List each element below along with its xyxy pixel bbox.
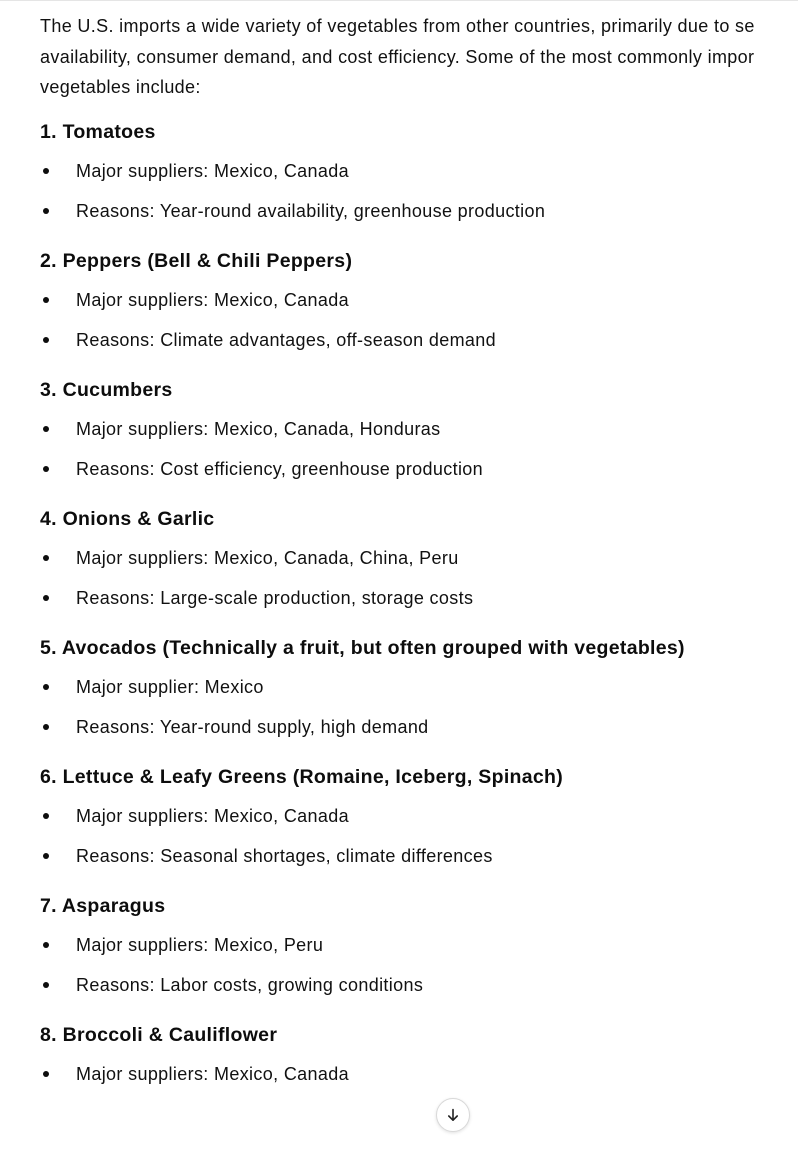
- list-item-text: Major supplier: Mexico: [76, 676, 264, 697]
- list-item: [40, 1054, 798, 1095]
- bullet-list: [40, 796, 798, 877]
- list-item: [40, 796, 798, 837]
- list-item-text: Major suppliers: Mexico, Canada: [76, 1063, 349, 1084]
- bullet-dot: [43, 466, 49, 472]
- list-item-text: Reasons: Year-round availability, greenhouse production: [76, 201, 546, 221]
- bullet-list: [40, 280, 798, 361]
- bullet-list: [40, 151, 798, 232]
- list-item-text: Major suppliers: Mexico, Canada, China, Peru: [76, 547, 459, 568]
- intro-line-1: The U.S. imports a wide variety of vegetables from other countries, primarily due to se: [40, 16, 755, 36]
- list-item: [40, 449, 798, 490]
- section-avocados: [40, 633, 798, 748]
- list-item: [40, 280, 798, 321]
- list-item: [40, 538, 798, 579]
- bullet-dot: [43, 853, 49, 859]
- section-heading: 2. Peppers (Bell & Chili Peppers): [40, 249, 353, 272]
- message-content: [40, 11, 798, 1094]
- list-item: [40, 836, 798, 877]
- bullet-list: [40, 409, 798, 490]
- section-heading: 8. Broccoli & Cauliflower: [40, 1023, 278, 1046]
- bullet-dot: [43, 208, 49, 214]
- bullet-dot: [43, 297, 49, 303]
- section-heading: 3. Cucumbers: [40, 378, 173, 401]
- bullet-dot: [43, 337, 49, 343]
- section-lettuce-greens: [40, 762, 798, 877]
- bullet-list: [40, 538, 798, 619]
- bullet-dot: [43, 982, 49, 988]
- section-heading: 1. Tomatoes: [40, 120, 156, 143]
- list-item: [40, 578, 798, 619]
- arrow-down-icon: [445, 1107, 461, 1123]
- intro-line-3: vegetables include:: [40, 77, 201, 97]
- list-item: [40, 707, 798, 748]
- intro-line-2: availability, consumer demand, and cost efficiency. Some of the most commonly impor: [40, 46, 755, 67]
- list-item: [40, 191, 798, 232]
- list-item: [40, 151, 798, 192]
- bullet-dot: [43, 813, 49, 819]
- section-heading: 5. Avocados (Technically a fruit, but often grouped with vegetables): [40, 636, 685, 659]
- bullet-dot: [43, 1071, 49, 1077]
- list-item: [40, 965, 798, 1006]
- bullet-dot: [43, 724, 49, 730]
- list-item-text: Reasons: Year-round supply, high demand: [76, 717, 429, 737]
- section-tomatoes: [40, 117, 798, 232]
- section-heading: 4. Onions & Garlic: [40, 507, 215, 530]
- list-item-text: Reasons: Cost efficiency, greenhouse production: [76, 459, 484, 479]
- list-item-text: Major suppliers: Mexico, Canada: [76, 805, 349, 826]
- section-onions-garlic: [40, 504, 798, 619]
- section-broccoli-cauliflower: [40, 1020, 798, 1095]
- list-item-text: Reasons: Climate advantages, off-season demand: [76, 330, 497, 350]
- list-item: [40, 409, 798, 450]
- section-heading: 7. Asparagus: [40, 894, 166, 917]
- bullet-dot: [43, 426, 49, 432]
- list-item-text: Major suppliers: Mexico, Canada: [76, 289, 349, 310]
- section-asparagus: [40, 891, 798, 1006]
- bullet-dot: [43, 595, 49, 601]
- bullet-dot: [43, 684, 49, 690]
- list-item: [40, 667, 798, 708]
- list-item-text: Major suppliers: Mexico, Canada, Honduras: [76, 418, 441, 439]
- bullet-list: [40, 1054, 798, 1095]
- list-item-text: Reasons: Labor costs, growing conditions: [76, 975, 424, 995]
- list-item-text: Reasons: Large-scale production, storage costs: [76, 588, 474, 608]
- section-peppers: [40, 246, 798, 361]
- scroll-to-bottom-button[interactable]: [436, 1098, 470, 1132]
- list-item: [40, 925, 798, 966]
- section-heading: 6. Lettuce & Leafy Greens (Romaine, Iceberg, Spinach): [40, 765, 564, 788]
- list-item-text: Reasons: Seasonal shortages, climate differences: [76, 846, 493, 866]
- section-cucumbers: [40, 375, 798, 490]
- bullet-list: [40, 667, 798, 748]
- intro-paragraph: [40, 11, 798, 103]
- bullet-dot: [43, 168, 49, 174]
- list-item-text: Major suppliers: Mexico, Peru: [76, 934, 324, 955]
- bullet-list: [40, 925, 798, 1006]
- bullet-dot: [43, 942, 49, 948]
- top-divider: [0, 0, 798, 1]
- bullet-dot: [43, 555, 49, 561]
- list-item-text: Major suppliers: Mexico, Canada: [76, 160, 349, 181]
- list-item: [40, 320, 798, 361]
